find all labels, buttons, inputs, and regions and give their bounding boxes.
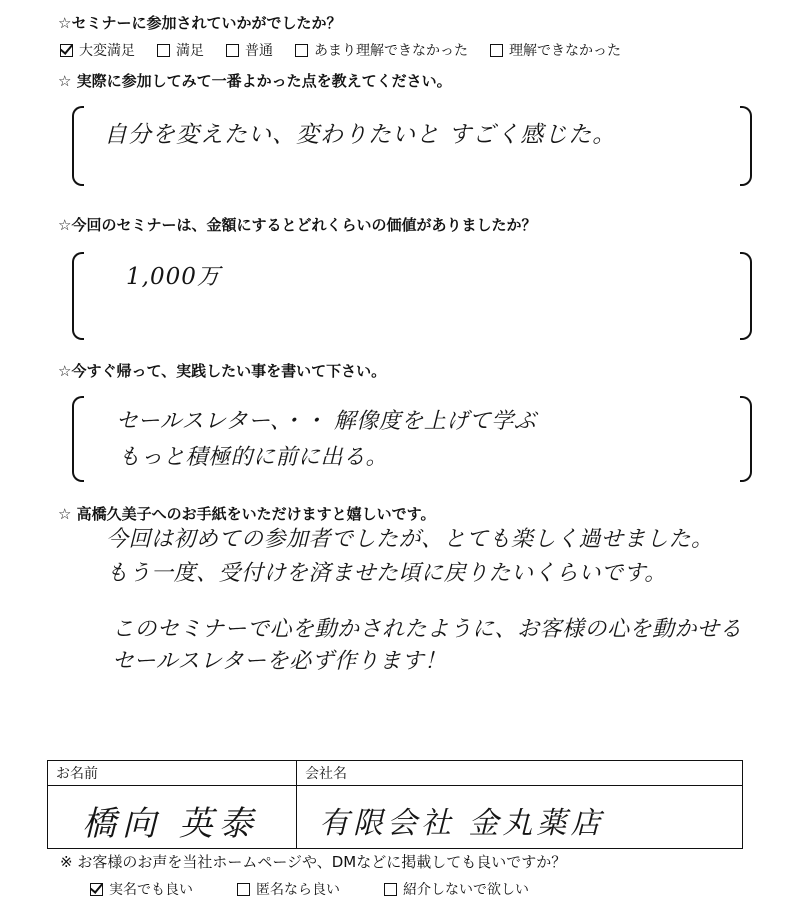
question-letter: ☆ 高橋久美子へのお手紙をいただけますと嬉しいです。 [58, 505, 436, 523]
company-label: 会社名 [297, 761, 743, 786]
question-satisfaction: ☆セミナーに参加されていかがでしたか？ [58, 14, 342, 32]
checkbox[interactable] [157, 44, 170, 57]
question-best-point: ☆ 実際に参加してみて一番よかった点を教えてください。 [58, 72, 452, 90]
answer-action-line-1: セールスレター、・・ 解像度を上げて学ぶ [116, 409, 537, 434]
option-very-satisfied[interactable]: 大変満足 [60, 40, 135, 60]
checkbox[interactable] [384, 883, 397, 896]
name-label: お名前 [48, 761, 297, 786]
option-not-understood-much[interactable]: あまり理解できなかった [295, 40, 468, 60]
question-action: ☆今すぐ帰って、実践したい事を書いて下さい。 [58, 362, 387, 380]
checkbox-checked[interactable] [90, 883, 103, 896]
answer-bracket-right [740, 396, 752, 482]
option-real-name[interactable]: 実名でも良い [90, 879, 193, 899]
letter-line-2: もう一度、受付けを済ませた頃に戻りたいくらいです。 [106, 561, 667, 586]
name-field[interactable] [48, 786, 297, 849]
answer-best-point: 自分を変えたい、変わりたいと すごく感じた。 [104, 122, 617, 148]
answer-value: 1,000万 [126, 264, 221, 290]
checkbox[interactable] [490, 44, 503, 57]
checkbox[interactable] [226, 44, 239, 57]
answer-bracket-left [72, 252, 84, 340]
company-field[interactable] [297, 786, 743, 849]
satisfaction-options [60, 40, 621, 60]
option-satisfied[interactable]: 満足 [157, 40, 204, 60]
option-normal[interactable]: 普通 [226, 40, 273, 60]
company-value: 有限会社 金丸薬店 [319, 806, 605, 841]
answer-action-line-2: もっと積極的に前に出る。 [118, 445, 389, 470]
consent-options [90, 879, 529, 899]
answer-bracket-right [740, 106, 752, 186]
answer-bracket-right [740, 252, 752, 340]
letter-line-4: このセミナーで心を動かされたように、お客様の心を動かせる [112, 617, 743, 642]
question-value: ☆今回のセミナーは、金額にするとどれくらいの価値がありましたか？ [58, 216, 537, 234]
answer-bracket-left [72, 396, 84, 482]
option-do-not-introduce[interactable]: 紹介しないで欲しい [384, 879, 529, 899]
checkbox-checked[interactable] [60, 44, 73, 57]
option-anonymous[interactable]: 匿名なら良い [237, 879, 340, 899]
option-not-understood[interactable]: 理解できなかった [490, 40, 621, 60]
letter-line-1: 今回は初めての参加者でしたが、とても楽しく過せました。 [106, 527, 714, 552]
consent-question: ※ お客様のお声を当社ホームページや、DMなどに掲載しても良いですか？ [60, 853, 567, 871]
checkbox[interactable] [295, 44, 308, 57]
checkbox[interactable] [237, 883, 250, 896]
signature-table [47, 760, 743, 849]
letter-line-5: セールスレターを必ず作ります！ [112, 649, 447, 674]
name-value: 橋向 英泰 [82, 804, 259, 844]
answer-bracket-left [72, 106, 84, 186]
